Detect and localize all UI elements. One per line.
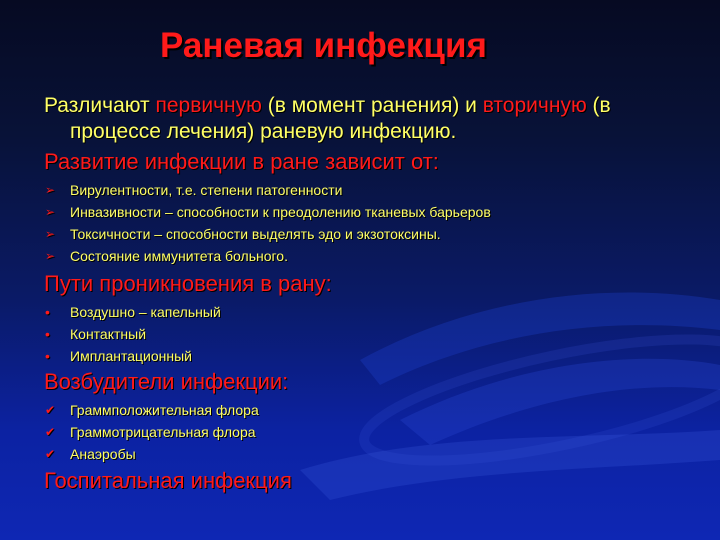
routes-list	[44, 301, 684, 367]
checkmark-bullet-icon: ✔	[45, 425, 56, 439]
page-title: Раневая инфекция	[160, 26, 487, 65]
list-item-text: Контактный	[70, 326, 147, 342]
arrow-bullet-icon: ➢	[45, 227, 56, 241]
arrow-bullet-icon: ➢	[45, 183, 56, 197]
list-item	[44, 179, 684, 201]
section-heading: Возбудители инфекции:	[44, 369, 289, 394]
intro-text: Различают	[44, 94, 156, 117]
list-item-text: Инвазивности – способности к преодолению тканевых барьеров	[70, 204, 491, 220]
slide-content	[44, 93, 684, 498]
dot-bullet-icon: •	[45, 326, 50, 342]
intro-term-primary: первичную	[155, 94, 262, 117]
arrow-bullet-icon: ➢	[45, 249, 56, 263]
list-item	[44, 245, 684, 267]
list-item	[44, 201, 684, 223]
factors-list	[44, 179, 684, 267]
checkmark-bullet-icon: ✔	[45, 447, 56, 461]
intro-paragraph	[44, 93, 684, 145]
list-item	[44, 443, 684, 465]
list-item	[44, 399, 684, 421]
intro-text: (в процессе лечения) раневую инфекцию.	[70, 94, 611, 143]
list-item-text: Анаэробы	[70, 446, 136, 462]
list-item-text: Воздушно – капельный	[70, 304, 221, 320]
list-item	[44, 301, 684, 323]
section-heading: Развитие инфекции в ране зависит от:	[44, 149, 439, 174]
intro-term-secondary: вторичную	[482, 94, 587, 117]
list-item	[44, 421, 684, 443]
dot-bullet-icon: •	[45, 348, 50, 364]
intro-text: (в момент ранения) и	[261, 94, 483, 117]
dot-bullet-icon: •	[45, 304, 50, 320]
list-item	[44, 323, 684, 345]
list-item-text: Граммположительная флора	[70, 402, 259, 418]
list-item-text: Вирулентности, т.е. степени патогенности	[70, 182, 343, 198]
list-item	[44, 345, 684, 367]
list-item	[44, 223, 684, 245]
arrow-bullet-icon: ➢	[45, 205, 56, 219]
list-item-text: Токсичности – способности выделять эдо и экзотоксины.	[70, 226, 441, 242]
list-item-text: Состояние иммунитета больного.	[70, 248, 288, 264]
pathogens-list	[44, 399, 684, 465]
section-heading: Госпитальная инфекция	[44, 468, 292, 493]
checkmark-bullet-icon: ✔	[45, 403, 56, 417]
section-heading: Пути проникновения в рану:	[44, 271, 332, 296]
list-item-text: Граммотрицательная флора	[70, 424, 256, 440]
list-item-text: Имплантационный	[70, 348, 192, 364]
